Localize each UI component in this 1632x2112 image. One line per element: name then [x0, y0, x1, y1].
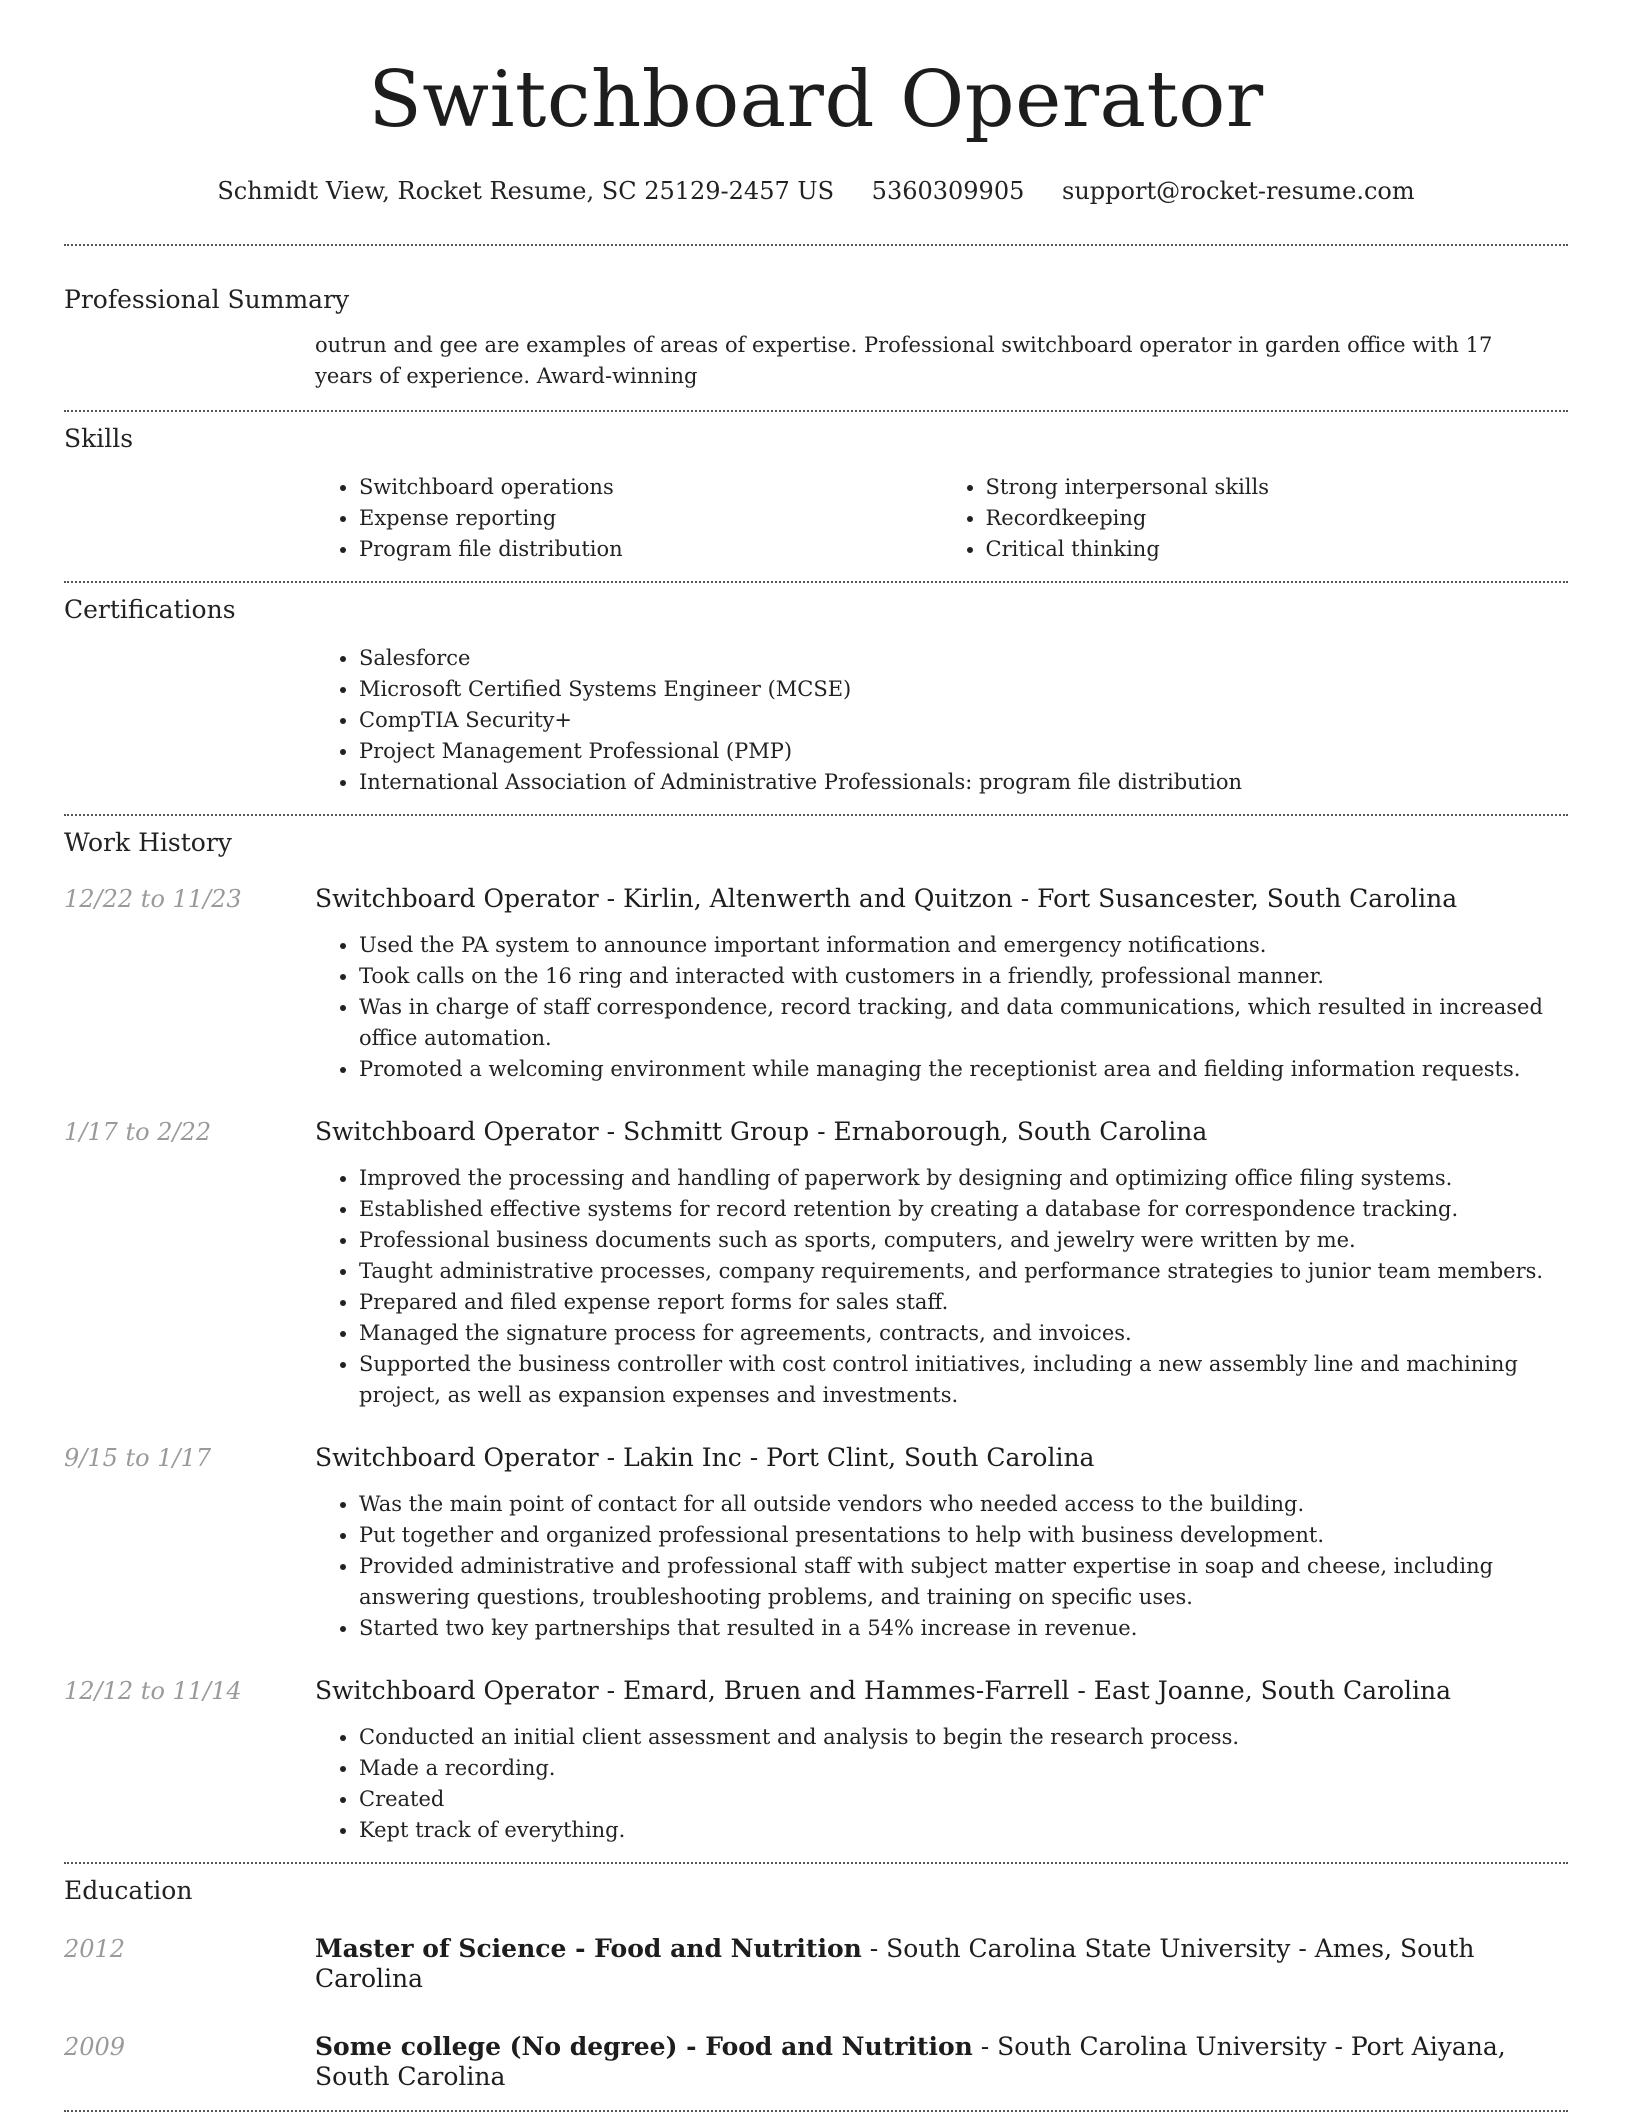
section-title-skills: Skills: [64, 424, 134, 453]
education-entry: [64, 2032, 1568, 2092]
certifications-list: [315, 643, 1568, 798]
list-item: • Professional business documents such as sports, computers, and jewelry were written by me.: [359, 1225, 1568, 1256]
job-bullets: [315, 1489, 1568, 1644]
list-item: • Was in charge of staff correspondence, record tracking, and data communications, which resulted in increased office automation.: [359, 992, 1568, 1054]
list-item: • Took calls on the 16 ring and interacted with customers in a friendly, professional manner.: [359, 961, 1568, 992]
job-dates: 12/12 to 11/14: [64, 1677, 242, 1705]
job-title: Switchboard Operator - Emard, Bruen and Hammes-Farrell - East Joanne, South Carolina: [315, 1676, 1452, 1705]
list-item: • Established effective systems for record retention by creating a database for correspondence tracking.: [359, 1194, 1568, 1225]
list-item: • Was the main point of contact for all outside vendors who needed access to the building.: [359, 1489, 1568, 1520]
summary-section: [64, 246, 1568, 410]
section-title-education: Education: [64, 1876, 193, 1905]
list-item: • Microsoft Certified Systems Engineer (MCSE): [359, 674, 1568, 705]
education-section: [64, 1864, 1568, 2110]
list-item: • Made a recording.: [359, 1753, 1568, 1784]
job-entry: [64, 1676, 1568, 1846]
job-entry: [64, 1443, 1568, 1644]
education-school: - South Carolina University - Port Aiyana, South Carolina: [315, 2032, 1506, 2091]
work-history-section: [64, 816, 1568, 1862]
skills-list: [315, 472, 1568, 565]
list-item: • Prepared and filed expense report forms for sales staff.: [359, 1287, 1568, 1318]
section-title-certifications: Certifications: [64, 595, 236, 624]
list-item: • Promoted a welcoming environment while managing the receptionist area and fielding information requests.: [359, 1054, 1568, 1085]
list-item: • CompTIA Security+: [359, 705, 1568, 736]
list-item: • Recordkeeping: [986, 503, 1569, 534]
list-item: • Expense reporting: [359, 503, 942, 534]
job-entry: [64, 1117, 1568, 1411]
job-bullets: [315, 1722, 1568, 1846]
education-degree: Master of Science - Food and Nutrition: [315, 1934, 862, 1963]
job-dates: 1/17 to 2/22: [64, 1118, 212, 1146]
list-item: • Strong interpersonal skills: [986, 472, 1569, 503]
list-item: • Kept track of everything.: [359, 1815, 1568, 1846]
section-title-work-history: Work History: [64, 828, 232, 857]
education-school: - South Carolina State University - Ames, South Carolina: [315, 1934, 1475, 1993]
education-year: 2012: [64, 1935, 126, 1963]
list-item: • Put together and organized professional presentations to help with business development.: [359, 1520, 1568, 1551]
skills-section: [64, 412, 1568, 581]
education-year: 2009: [64, 2033, 126, 2061]
job-entry: [64, 884, 1568, 1085]
job-title: Switchboard Operator - Lakin Inc - Port Clint, South Carolina: [315, 1443, 1095, 1472]
list-item: • Salesforce: [359, 643, 1568, 674]
certifications-section: [64, 583, 1568, 814]
list-item: • Created: [359, 1784, 1568, 1815]
job-dates: 12/22 to 11/23: [64, 885, 242, 913]
list-item: • International Association of Administrative Professionals: program file distribution: [359, 767, 1568, 798]
list-item: • Critical thinking: [986, 534, 1569, 565]
skills-column-left: [315, 472, 942, 565]
list-item: • Taught administrative processes, company requirements, and performance strategies to junior team members.: [359, 1256, 1568, 1287]
list-item: • Switchboard operations: [359, 472, 942, 503]
job-title: Switchboard Operator - Schmitt Group - Ernaborough, South Carolina: [315, 1117, 1208, 1146]
skills-column-right: [942, 472, 1569, 565]
section-title-summary: Professional Summary: [64, 285, 350, 314]
contact-phone: 5360309905: [871, 177, 1025, 205]
contact-email: support@rocket-resume.com: [1062, 177, 1415, 205]
summary-text: outrun and gee are examples of areas of expertise. Professional switchboard operator in garden office with 17 years of experience. Award-winning: [315, 333, 1493, 388]
list-item: • Provided administrative and professional staff with subject matter expertise in soap and cheese, including answering questions, troubleshooting problems, and training on specific uses.: [359, 1551, 1568, 1613]
contact-address: Schmidt View, Rocket Resume, SC 25129-2457 US: [217, 177, 835, 205]
contact-line: [64, 176, 1568, 206]
list-item: • Improved the processing and handling of paperwork by designing and optimizing office filing systems.: [359, 1163, 1568, 1194]
job-dates: 9/15 to 1/17: [64, 1444, 212, 1472]
education-entry: [64, 1934, 1568, 1994]
list-item: • Program file distribution: [359, 534, 942, 565]
resume-name: Switchboard Operator: [368, 55, 1264, 145]
list-item: • Supported the business controller with cost control initiatives, including a new assembly line and machining project, as well as expansion expenses and investments.: [359, 1349, 1568, 1411]
list-item: • Used the PA system to announce important information and emergency notifications.: [359, 930, 1568, 961]
list-item: • Managed the signature process for agreements, contracts, and invoices.: [359, 1318, 1568, 1349]
education-degree: Some college (No degree) - Food and Nutrition: [315, 2032, 973, 2061]
job-bullets: [315, 930, 1568, 1085]
list-item: • Project Management Professional (PMP): [359, 736, 1568, 767]
job-title: Switchboard Operator - Kirlin, Altenwerth and Quitzon - Fort Susancester, South Carolina: [315, 884, 1458, 913]
list-item: • Conducted an initial client assessment and analysis to begin the research process.: [359, 1722, 1568, 1753]
job-bullets: [315, 1163, 1568, 1411]
list-item: • Started two key partnerships that resulted in a 54% increase in revenue.: [359, 1613, 1568, 1644]
